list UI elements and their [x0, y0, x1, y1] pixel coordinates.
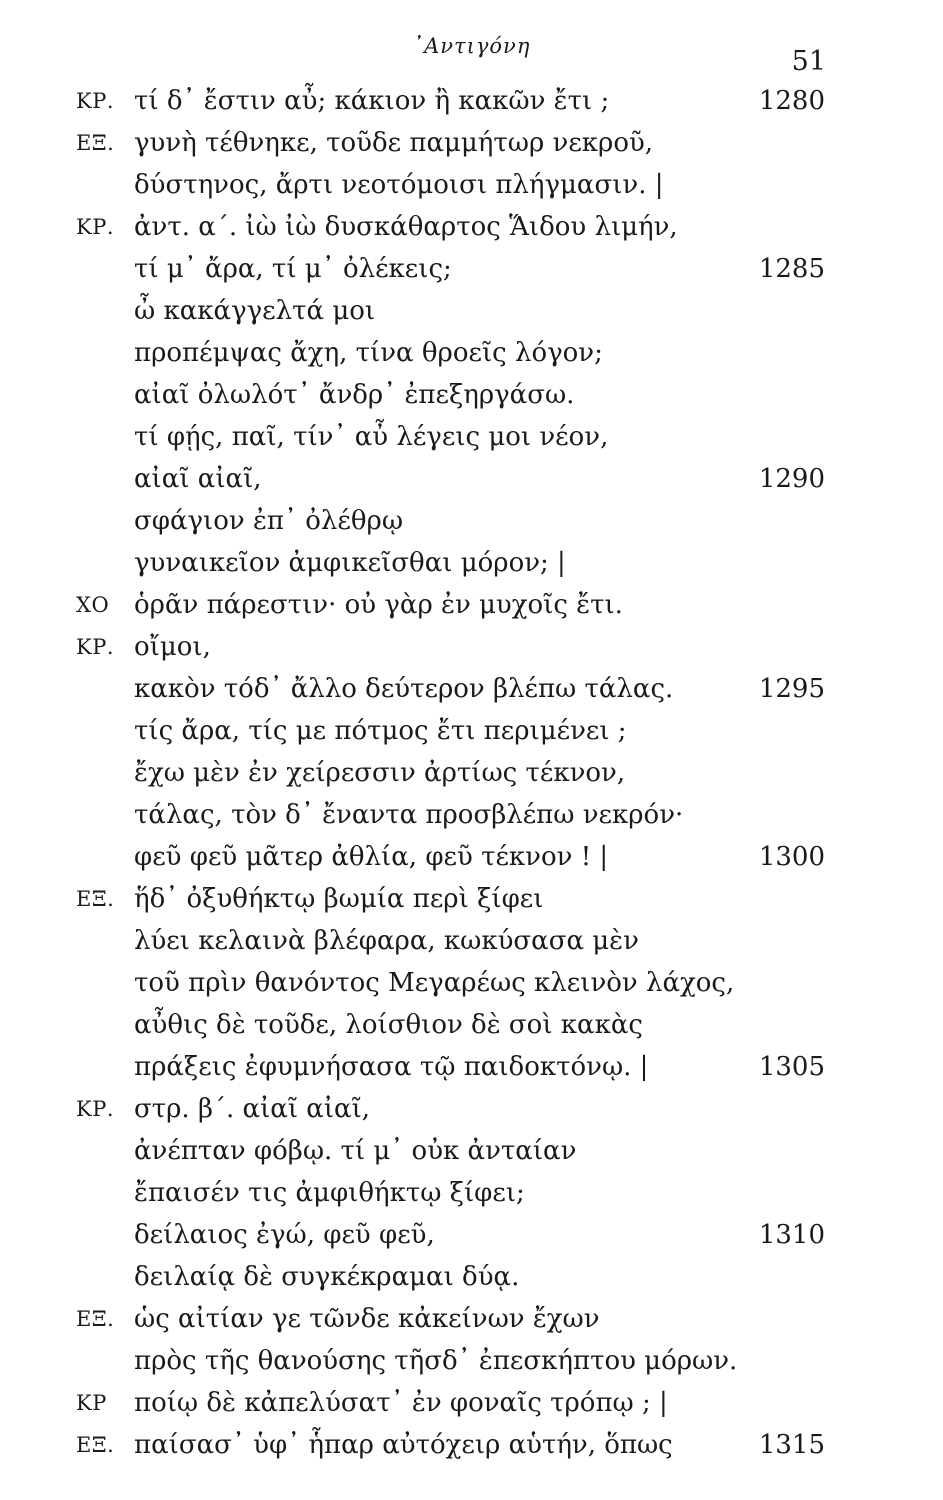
verse-text: ἀνέπταν φόβῳ. τί μ᾿ οὐκ ἀνταίαν	[134, 1136, 577, 1166]
verse-line	[0, 248, 943, 290]
page-number: 51	[791, 46, 826, 77]
verse-line	[0, 1088, 943, 1130]
verse-line	[0, 1424, 943, 1466]
speaker-label: ΧΟ	[76, 593, 110, 617]
speaker-label: ΕΞ.	[76, 131, 115, 155]
speaker-label: ΚΡ.	[76, 215, 114, 239]
verse-line	[0, 206, 943, 248]
verse-line	[0, 1298, 943, 1340]
verse-line	[0, 1214, 943, 1256]
verse-line	[0, 500, 943, 542]
verse-text: κακὸν τόδ᾿ ἄλλο δεύτερον βλέπω τάλας.	[134, 674, 674, 704]
running-title: ᾿Αντιγόνη	[412, 34, 531, 58]
verse-text: φεῦ φεῦ μᾶτερ ἀθλία, φεῦ τέκνον ! |	[134, 842, 609, 872]
verse-text: τί μ᾿ ἄρα, τί μ᾿ ὀλέκεις;	[134, 254, 452, 284]
verse-text: προπέμψας ἄχη, τίνα θροεῖς λόγον;	[134, 338, 603, 368]
verse-line	[0, 626, 943, 668]
verse-line	[0, 962, 943, 1004]
verse-text: ὦ κακάγγελτά μοι	[134, 296, 376, 326]
verse-text: ἀντ. α΄. ἰὼ ἰὼ δυσκάθαρτος Ἅιδου λιμήν,	[134, 212, 678, 242]
verse-line	[0, 794, 943, 836]
verse-line	[0, 752, 943, 794]
verse-line	[0, 1046, 943, 1088]
speaker-label: ΕΞ.	[76, 1307, 115, 1331]
verse-line	[0, 584, 943, 626]
verse-line	[0, 332, 943, 374]
verse-text: ἔπαισέν τις ἀμφιθήκτῳ ξίφει;	[134, 1178, 525, 1208]
verse-line	[0, 878, 943, 920]
verse-text: τίς ἄρα, τίς με πότμος ἔτι περιμένει ;	[134, 716, 627, 746]
line-number: 1310	[758, 1220, 825, 1250]
verse-line	[0, 1130, 943, 1172]
verse-text: τί φῄς, παῖ, τίν᾿ αὖ λέγεις μοι νέον,	[134, 422, 609, 452]
verse-line	[0, 374, 943, 416]
verse-text: γυνὴ τέθνηκε, τοῦδε παμμήτωρ νεκροῦ,	[134, 128, 654, 158]
verse-text: ὡς αἰτίαν γε τῶνδε κἀκείνων ἔχων	[134, 1304, 600, 1334]
line-number: 1280	[758, 86, 825, 116]
verse-text: δείλαιος ἐγώ, φεῦ φεῦ,	[134, 1220, 435, 1250]
verse-line	[0, 1256, 943, 1298]
verse-text: δύστηνος, ἄρτι νεοτόμοισι πλήγμασιν. |	[134, 170, 664, 200]
verse-text: αὖθις δὲ τοῦδε, λοίσθιον δὲ σοὶ κακὰς	[134, 1010, 643, 1040]
verse-text: αἰαῖ ὀλωλότ᾿ ἄνδρ᾿ ἐπεξηργάσω.	[134, 380, 575, 410]
line-number: 1300	[758, 842, 825, 872]
verse-line	[0, 416, 943, 458]
line-number: 1305	[758, 1052, 825, 1082]
line-number: 1315	[758, 1430, 825, 1460]
verse-text: ἔχω μὲν ἐν χείρεσσιν ἀρτίως τέκνον,	[134, 758, 626, 788]
verse-text: γυναικεῖον ἀμφικεῖσθαι μόρον; |	[134, 548, 566, 578]
verse-line	[0, 290, 943, 332]
verse-line	[0, 1004, 943, 1046]
speaker-label: ΚΡ.	[76, 89, 114, 113]
verse-text: παίσασ᾿ ὑφ᾿ ἧπαρ αὐτόχειρ αὑτήν, ὅπως	[134, 1430, 673, 1460]
verse-text: ποίῳ δὲ κἀπελύσατ᾿ ἐν φοναῖς τρόπῳ ; |	[134, 1388, 668, 1418]
verse-text: τοῦ πρὶν θανόντος Μεγαρέως κλεινὸν λάχος,	[134, 968, 735, 998]
verse-line	[0, 1340, 943, 1382]
verse-line	[0, 710, 943, 752]
verse-line	[0, 1382, 943, 1424]
speaker-label: ΚΡ	[76, 1391, 107, 1415]
verse-text: τάλας, τὸν δ᾿ ἔναντα προσβλέπω νεκρόν·	[134, 800, 684, 830]
verse-text: δειλαίᾳ δὲ συγκέκραμαι δύᾳ.	[134, 1262, 520, 1292]
verse-text: αἰαῖ αἰαῖ,	[134, 464, 262, 494]
verse-line	[0, 1172, 943, 1214]
verse-text: λύει κελαινὰ βλέφαρα, κωκύσασα μὲν	[134, 926, 639, 956]
verse-text: τί δ᾿ ἔστιν αὖ; κάκιον ἢ κακῶν ἔτι ;	[134, 86, 610, 116]
speaker-label: ΚΡ.	[76, 1097, 114, 1121]
verse-line	[0, 836, 943, 878]
verse-text: πράξεις ἐφυμνήσασα τῷ παιδοκτόνῳ. |	[134, 1052, 649, 1082]
verse-line	[0, 542, 943, 584]
verse-text: πρὸς τῆς θανούσης τῆσδ᾿ ἐπεσκήπτου μόρων.	[134, 1346, 738, 1376]
line-number: 1295	[758, 674, 825, 704]
line-number: 1285	[758, 254, 825, 284]
verse-line	[0, 668, 943, 710]
speaker-label: ΕΞ.	[76, 887, 115, 911]
speaker-label: ΕΞ.	[76, 1433, 115, 1457]
speaker-label: ΚΡ.	[76, 635, 114, 659]
verse-text: οἴμοι,	[134, 632, 211, 662]
verse-line	[0, 458, 943, 500]
verse-line	[0, 164, 943, 206]
verse-text: ἥδ᾿ ὀξυθήκτῳ βωμία περὶ ξίφει	[134, 884, 544, 914]
verse-line	[0, 80, 943, 122]
verse-line	[0, 122, 943, 164]
verse-text: στρ. β΄. αἰαῖ αἰαῖ,	[134, 1094, 371, 1124]
line-number: 1290	[758, 464, 825, 494]
verse-line	[0, 920, 943, 962]
verse-text: ὁρᾶν πάρεστιν· οὐ γὰρ ἐν μυχοῖς ἔτι.	[134, 590, 623, 620]
verse-text: σφάγιον ἐπ᾿ ὀλέθρῳ	[134, 506, 404, 536]
